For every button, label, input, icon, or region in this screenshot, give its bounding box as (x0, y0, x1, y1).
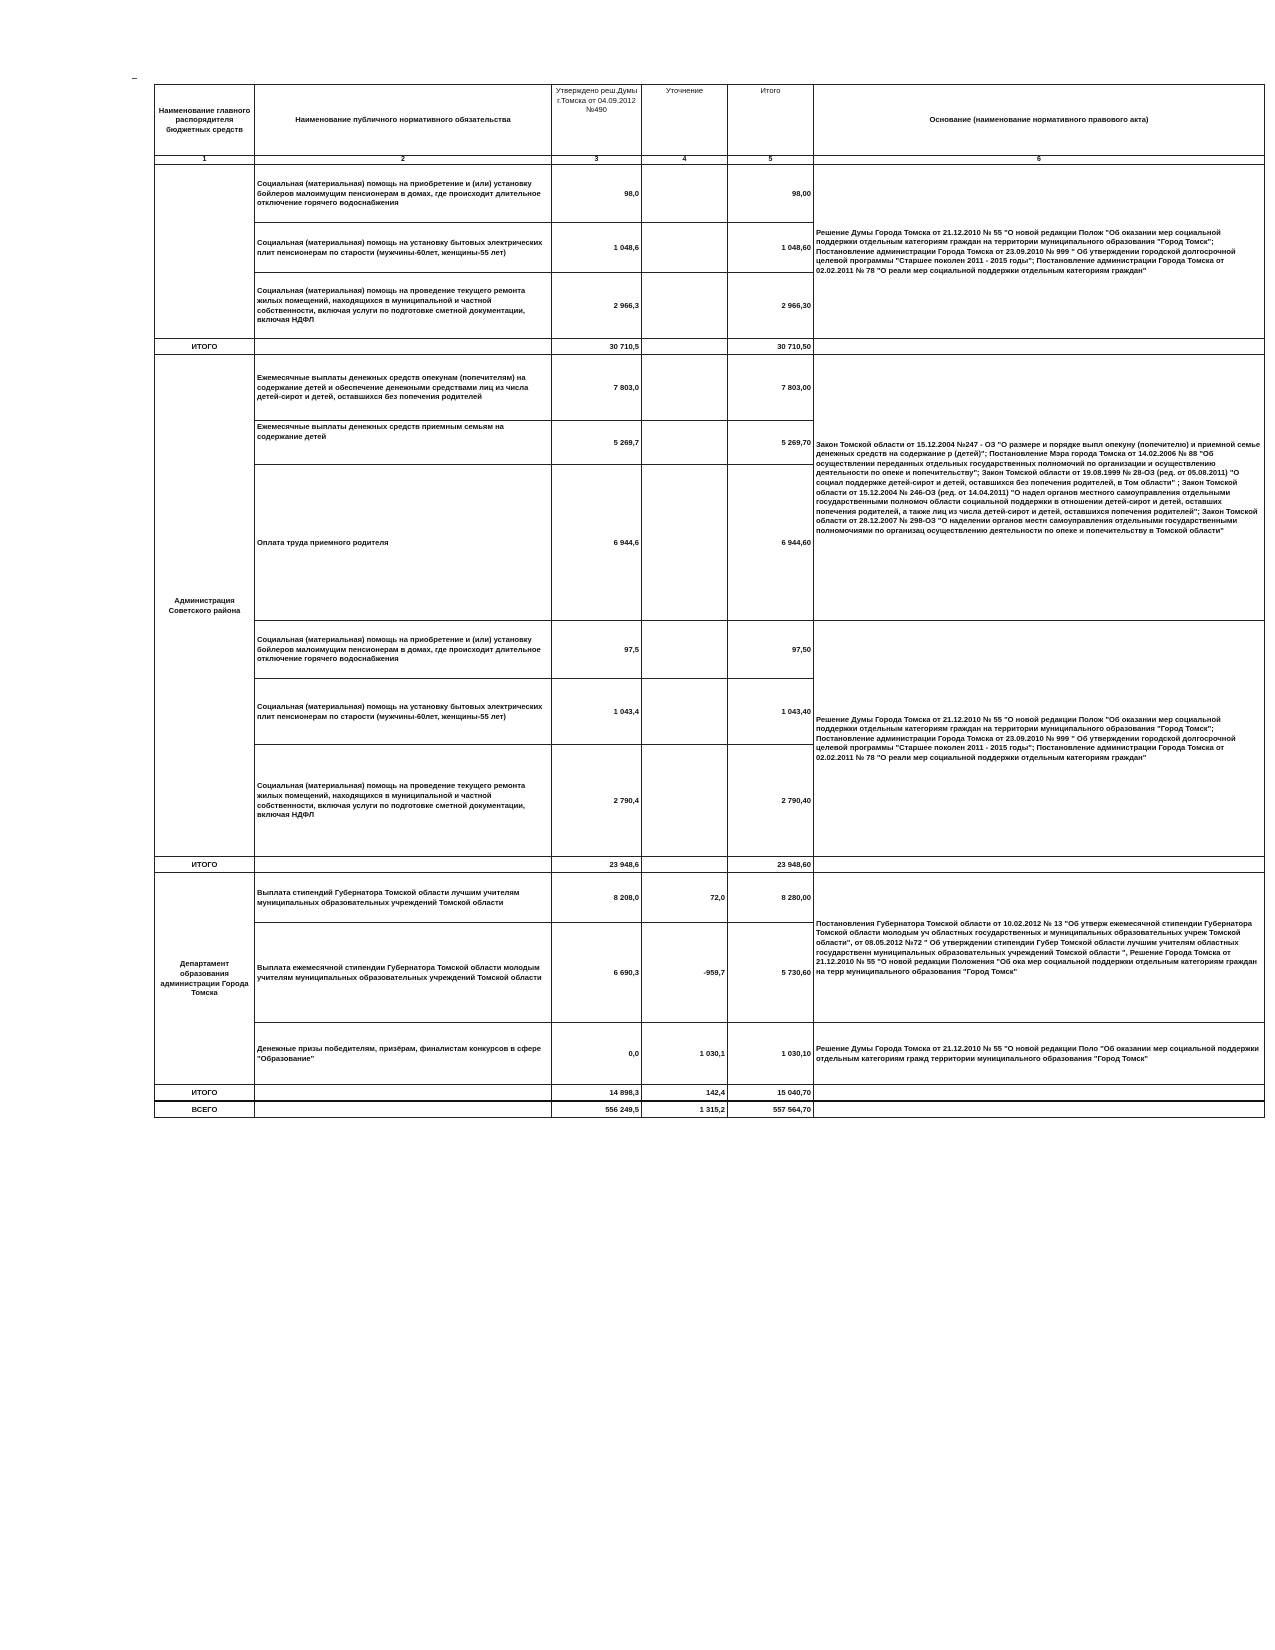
change-value (642, 421, 728, 465)
header-obligation: Наименование публичного нормативного обязательства (255, 85, 552, 156)
empty-cell (255, 339, 552, 355)
change-value (642, 223, 728, 273)
approved-value: 1 043,4 (552, 679, 642, 745)
empty-cell (814, 339, 1265, 355)
total-value: 1 030,10 (728, 1023, 814, 1085)
change-value (642, 621, 728, 679)
obligation-name: Социальная (материальная) помощь на приобретение и (или) установку бойлеров малоимущим пенсионерам в домах, где происходит длительное отключение горячего водоснабжения (255, 621, 552, 679)
approved-value: 8 208,0 (552, 873, 642, 923)
column-number: 2 (255, 156, 552, 165)
empty-cell (255, 857, 552, 873)
distributor-name: Администрация Советского района (155, 355, 255, 857)
table-row (155, 873, 1265, 923)
approved-value: 2 790,4 (552, 745, 642, 857)
scan-speck (132, 78, 137, 79)
change-value: 72,0 (642, 873, 728, 923)
obligation-name: Ежемесячные выплаты денежных средств приемным семьям на содержание детей (255, 421, 552, 465)
obligation-name: Оплата труда приемного родителя (255, 465, 552, 621)
total-value: 1 048,60 (728, 223, 814, 273)
total-value: 5 269,70 (728, 421, 814, 465)
obligation-name: Социальная (материальная) помощь на установку бытовых электрических плит пенсионерам по старости (мужчины-60лет, женщины-55 лет) (255, 223, 552, 273)
change-value: 1 030,1 (642, 1023, 728, 1085)
empty-cell (814, 1085, 1265, 1102)
total-value: 7 803,00 (728, 355, 814, 421)
header-row (155, 85, 1265, 156)
obligation-name: Денежные призы победителям, призёрам, финалистам конкурсов в сфере "Образование" (255, 1023, 552, 1085)
grand-total-sum: 557 564,70 (728, 1101, 814, 1118)
total-value: 8 280,00 (728, 873, 814, 923)
table-row (155, 165, 1265, 223)
table-row (155, 621, 1265, 679)
approved-value: 1 048,6 (552, 223, 642, 273)
change-value (642, 745, 728, 857)
empty-cell (814, 857, 1265, 873)
distributor-cell-empty (155, 165, 255, 339)
total-value: 98,00 (728, 165, 814, 223)
legal-basis: Решение Думы Города Томска от 21.12.2010 № 55 "О новой редакции Полож "Об оказании мер социальной поддержки отдельным категориям граждан на территории муниципального образования "Город Томск"; Постановление администрации Города Томска от 23.09.2010 № 999 " Об утверждении городской долгосрочной целевой программы "Старшее поколен 2011 - 2015 годы"; Постановление администрации Города Томска от 02.02.2011 № 78 "О реали мер социальной поддержки отдельным категориям граждан" (814, 621, 1265, 857)
grand-total-row (155, 1101, 1265, 1118)
distributor-name: Департамент образования администрации Города Томска (155, 873, 255, 1085)
total-value: 2 790,40 (728, 745, 814, 857)
empty-cell (814, 1101, 1265, 1118)
approved-value: 2 966,3 (552, 273, 642, 339)
approved-value: 97,5 (552, 621, 642, 679)
change-value: -959,7 (642, 923, 728, 1023)
subtotal-label: ИТОГО (155, 857, 255, 873)
subtotal-sum: 15 040,70 (728, 1085, 814, 1102)
header-total: Итого (728, 85, 814, 156)
subtotal-approved: 30 710,5 (552, 339, 642, 355)
grand-total-approved: 556 249,5 (552, 1101, 642, 1118)
subtotal-label: ИТОГО (155, 1085, 255, 1102)
empty-cell (255, 1085, 552, 1102)
column-number: 5 (728, 156, 814, 165)
change-value (642, 273, 728, 339)
obligation-name: Социальная (материальная) помощь на приобретение и (или) установку бойлеров малоимущим пенсионерам в домах, где происходит длительное отключение горячего водоснабжения (255, 165, 552, 223)
subtotal-sum: 23 948,60 (728, 857, 814, 873)
column-number: 6 (814, 156, 1265, 165)
column-number: 4 (642, 156, 728, 165)
total-value: 97,50 (728, 621, 814, 679)
obligation-name: Ежемесячные выплаты денежных средств опекунам (попечителям) на содержание детей и обеспечение денежными средствами лиц из числа детей-сирот и детей, оставшихся без попечения родителей (255, 355, 552, 421)
obligation-name: Выплата ежемесячной стипендии Губернатора Томской области молодым учителям муниципальных образовательных учреждений Томской области (255, 923, 552, 1023)
legal-basis: Решение Думы Города Томска от 21.12.2010 № 55 "О новой редакции Поло "Об оказании мер социальной поддержки отдельным категориям гражд территории муниципального образования "Город Томск" (814, 1023, 1265, 1085)
empty-cell (255, 1101, 552, 1118)
approved-value: 0,0 (552, 1023, 642, 1085)
approved-value: 7 803,0 (552, 355, 642, 421)
header-approved: Утверждено реш.Думы г.Томска от 04.09.2012 №490 (552, 85, 642, 156)
column-number: 1 (155, 156, 255, 165)
change-value (642, 465, 728, 621)
subtotal-label: ИТОГО (155, 339, 255, 355)
obligation-name: Социальная (материальная) помощь на проведение текущего ремонта жилых помещений, находящихся в муниципальной и частной собственности, включая услуги по подготовке сметной документации, включая НДФЛ (255, 745, 552, 857)
table-row (155, 355, 1265, 421)
subtotal-approved: 23 948,6 (552, 857, 642, 873)
header-distributor: Наименование главного распорядителя бюджетных средств (155, 85, 255, 156)
total-value: 6 944,60 (728, 465, 814, 621)
change-value (642, 679, 728, 745)
column-number-row (155, 156, 1265, 165)
legal-basis: Закон Томской области от 15.12.2004 №247 - ОЗ "О размере и порядке выпл опекуну (попечителю) и приемной семье денежных средств на содержание р (детей)"; Постановление Мэра города Томска от 14.02.2006 № 88 "Об осуществлении переданных отдельных государственных полномочий по организации и осуществлению деятельности по опеке и попечительству"; Закон Томской области от 19.08.1999 № 28-ОЗ (ред. от 05.08.2011) "О социал поддержке детей-сирот и детей, оставшихся без попечения родителей, в Том области" ; Закон Томской области от 15.12.2004 № 246-ОЗ (ред. от 14.04.2011) "О надел органов местного самоуправления отдельными государственными полномоч области социальной поддержки в отношении детей-сирот и детей, оставших попечения родителей, а также лиц из числа детей-сирот и детей, оставшихся попечения родителей"; Закон Томской области от 28.12.2007 № 298-ОЗ "О наделении органов местн самоуправления отдельными государственными полномочиями по организац осуществлению деятельности по опеке и попечительству в Томской области" (814, 355, 1265, 621)
legal-basis: Постановления Губернатора Томской области от 10.02.2012 № 13 "Об утверж ежемесячной стипендии Губернатора Томской области молодым уч областных государственных и муниципальных образовательных учреж Томской области", от 08.05.2012 №72 " Об утверждении стипендии Губер Томской области лучшим учителям областных государственн муниципальных образовательных учреждений Томской области ", Решение Города Томска от 21.12.2010 № 55 "О новой редакции Положения "Об ока мер социальной поддержки отдельным категориям граждан на терр муниципального образования "Город Томск" (814, 873, 1265, 1023)
header-basis: Основание (наименование нормативного правового акта) (814, 85, 1265, 156)
subtotal-row (155, 339, 1265, 355)
subtotal-row (155, 857, 1265, 873)
subtotal-approved: 14 898,3 (552, 1085, 642, 1102)
subtotal-row (155, 1085, 1265, 1102)
obligation-name: Выплата стипендий Губернатора Томской области лучшим учителям муниципальных образовательных учреждений Томской области (255, 873, 552, 923)
total-value: 1 043,40 (728, 679, 814, 745)
grand-total-change: 1 315,2 (642, 1101, 728, 1118)
table-row (155, 1023, 1265, 1085)
budget-table-sheet (154, 84, 1261, 1118)
total-value: 5 730,60 (728, 923, 814, 1023)
grand-total-label: ВСЕГО (155, 1101, 255, 1118)
budget-table (154, 84, 1265, 1118)
change-value (642, 355, 728, 421)
obligation-name: Социальная (материальная) помощь на установку бытовых электрических плит пенсионерам по старости (мужчины-60лет, женщины-55 лет) (255, 679, 552, 745)
change-value (642, 165, 728, 223)
column-number: 3 (552, 156, 642, 165)
subtotal-change: 142,4 (642, 1085, 728, 1102)
header-change: Уточнение (642, 85, 728, 156)
approved-value: 6 944,6 (552, 465, 642, 621)
empty-cell (642, 857, 728, 873)
obligation-name: Социальная (материальная) помощь на проведение текущего ремонта жилых помещений, находящихся в муниципальной и частной собственности, включая услуги по подготовке сметной документации, включая НДФЛ (255, 273, 552, 339)
approved-value: 98,0 (552, 165, 642, 223)
total-value: 2 966,30 (728, 273, 814, 339)
empty-cell (642, 339, 728, 355)
subtotal-sum: 30 710,50 (728, 339, 814, 355)
approved-value: 6 690,3 (552, 923, 642, 1023)
approved-value: 5 269,7 (552, 421, 642, 465)
legal-basis: Решение Думы Города Томска от 21.12.2010 № 55 "О новой редакции Полож "Об оказании мер социальной поддержки отдельным категориям граждан на территории муниципального образования "Город Томск"; Постановление администрации Города Томска от 23.09.2010 № 999 " Об утверждении городской долгосрочной целевой программы "Старшее поколен 2011 - 2015 годы"; Постановление администрации Города Томска от 02.02.2011 № 78 "О реали мер социальной поддержки отдельным категориям граждан" (814, 165, 1265, 339)
